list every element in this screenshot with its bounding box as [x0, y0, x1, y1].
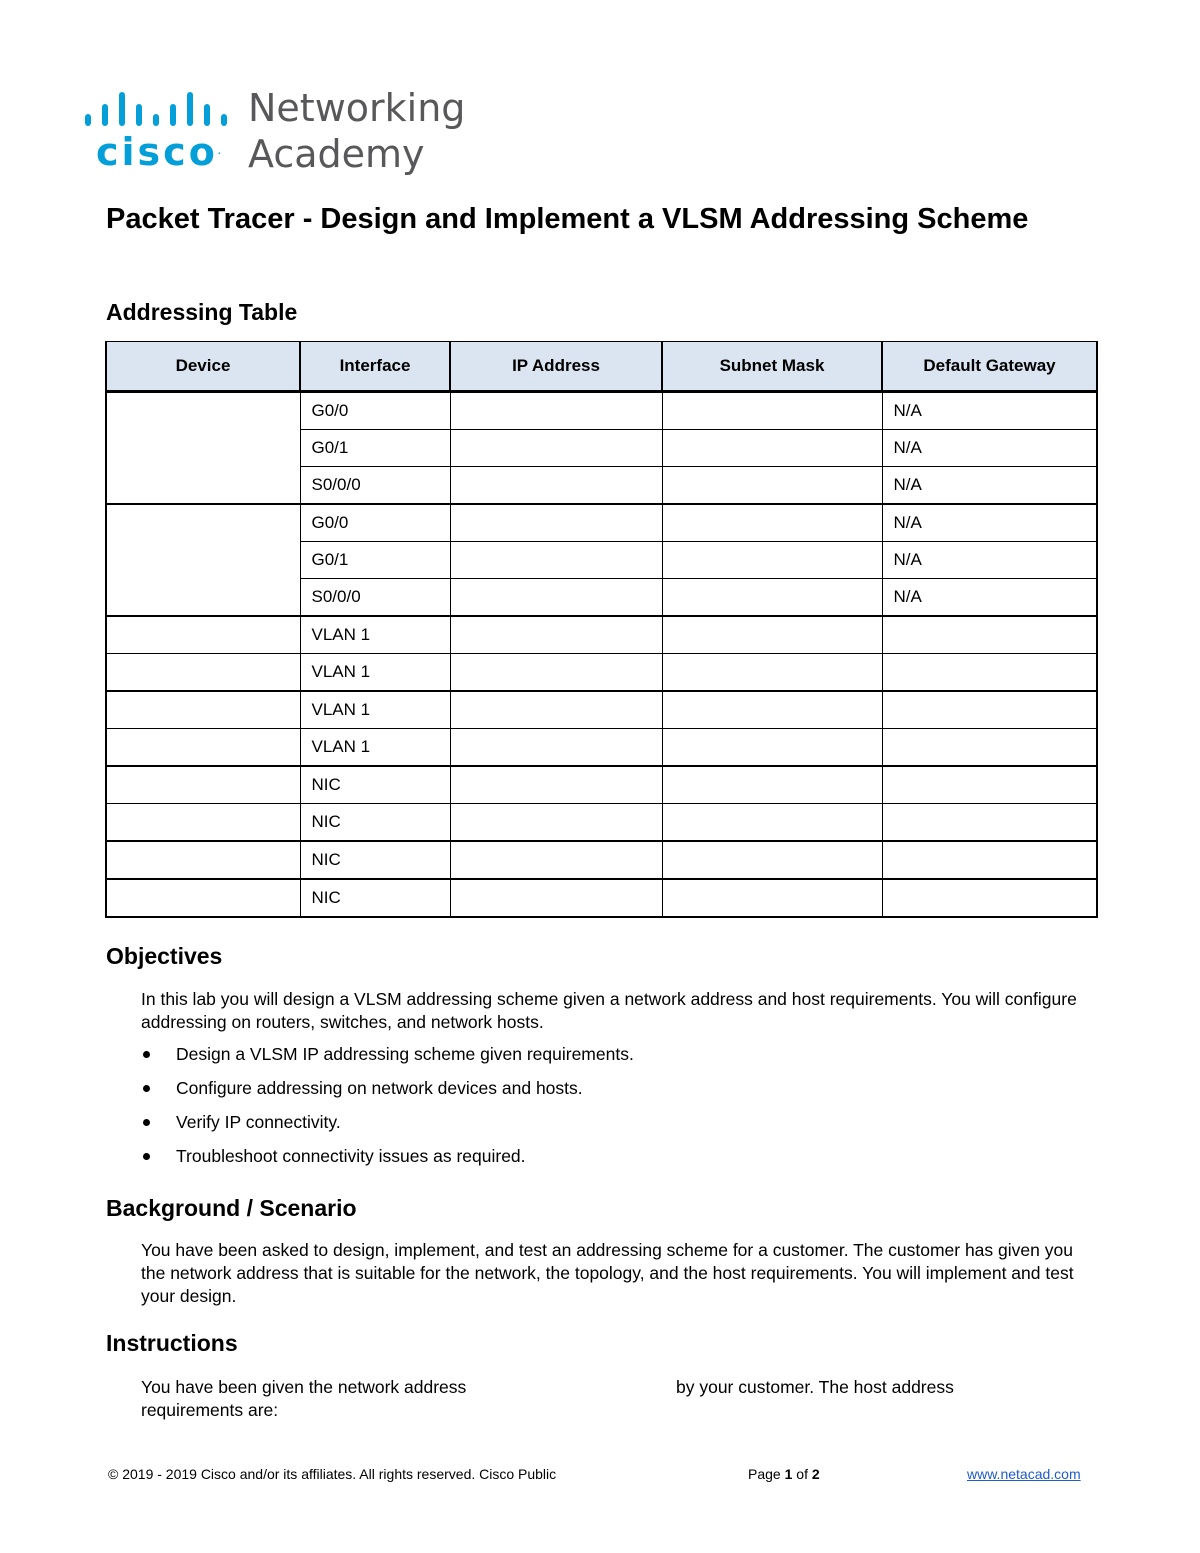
table-row: [106, 879, 1097, 917]
interface-cell: S0/0/0: [300, 579, 450, 617]
device-cell: [106, 392, 300, 505]
page-current: 1: [784, 1466, 793, 1482]
logo-networking: Networking: [248, 86, 466, 130]
default-gateway-cell: [882, 616, 1097, 654]
list-item: Configure addressing on network devices and hosts.: [141, 1077, 634, 1111]
ip-address-cell: [450, 579, 662, 617]
background-heading: Background / Scenario: [106, 1195, 357, 1221]
background-text: You have been asked to design, implement, and test an addressing scheme for a customer. The customer has given you the network address that is suitable for the network, the topology, and the host requirements. You will implement and test your design.: [141, 1240, 1074, 1306]
table-row: [106, 804, 1097, 842]
device-cell: [106, 729, 300, 767]
default-gateway-cell: [882, 804, 1097, 842]
device-cell: [106, 804, 300, 842]
subnet-mask-cell: [662, 467, 882, 505]
interface-cell: NIC: [300, 879, 450, 917]
subnet-mask-cell: [662, 430, 882, 467]
page-prefix: Page: [748, 1466, 785, 1482]
default-gateway-cell: N/A: [882, 542, 1097, 579]
footer-netacad-link[interactable]: www.netacad.com: [967, 1466, 1081, 1482]
interface-cell: VLAN 1: [300, 654, 450, 692]
device-cell: [106, 841, 300, 879]
device-cell: [106, 654, 300, 692]
list-item: Design a VLSM IP addressing scheme given requirements.: [141, 1043, 634, 1077]
default-gateway-cell: N/A: [882, 430, 1097, 467]
table-row: [106, 766, 1097, 804]
interface-cell: G0/0: [300, 392, 450, 430]
device-cell: [106, 504, 300, 616]
objectives-intro: In this lab you will design a VLSM addressing scheme given a network address and host requirements. You will configure addressing on routers, switches, and network hosts.: [141, 989, 1077, 1032]
interface-cell: VLAN 1: [300, 729, 450, 767]
table-row: [106, 654, 1097, 692]
ip-address-cell: [450, 804, 662, 842]
ip-address-cell: [450, 654, 662, 692]
logo-academy: Academy: [248, 132, 425, 176]
interface-cell: NIC: [300, 766, 450, 804]
table-row: [106, 841, 1097, 879]
ip-address-cell: [450, 392, 662, 430]
addressing-table-heading: Addressing Table: [106, 299, 298, 325]
instructions-text-part1: You have been given the network address: [141, 1377, 467, 1397]
interface-cell: G0/1: [300, 430, 450, 467]
ip-address-cell: [450, 729, 662, 767]
ip-address-cell: [450, 766, 662, 804]
subnet-mask-cell: [662, 654, 882, 692]
table-row: [106, 504, 1097, 542]
subnet-mask-cell: [662, 504, 882, 542]
default-gateway-cell: [882, 879, 1097, 917]
interface-cell: VLAN 1: [300, 691, 450, 729]
subnet-mask-cell: [662, 691, 882, 729]
default-gateway-cell: [882, 766, 1097, 804]
cisco-bars-icon: [85, 90, 235, 126]
ip-address-cell: [450, 691, 662, 729]
interface-cell: NIC: [300, 804, 450, 842]
table-row: [106, 616, 1097, 654]
ip-address-cell: [450, 841, 662, 879]
page-total: 2: [811, 1466, 820, 1482]
ip-address-cell: [450, 542, 662, 579]
page-mid: of: [792, 1466, 812, 1482]
objectives-heading: Objectives: [106, 943, 223, 969]
subnet-mask-cell: [662, 729, 882, 767]
column-header-device: Device: [106, 342, 300, 392]
subnet-mask-cell: [662, 804, 882, 842]
subnet-mask-cell: [662, 616, 882, 654]
column-header-subnet-mask: Subnet Mask: [662, 342, 882, 392]
table-header-row: [106, 342, 1097, 392]
subnet-mask-cell: [662, 392, 882, 430]
list-item: Troubleshoot connectivity issues as required.: [141, 1145, 634, 1179]
default-gateway-cell: [882, 729, 1097, 767]
objectives-list: [141, 1043, 634, 1179]
device-cell: [106, 691, 300, 729]
column-header-default-gateway: Default Gateway: [882, 342, 1097, 392]
default-gateway-cell: [882, 841, 1097, 879]
interface-cell: S0/0/0: [300, 467, 450, 505]
instructions-text-part2: by your customer. The host address: [676, 1377, 954, 1397]
default-gateway-cell: N/A: [882, 392, 1097, 430]
interface-cell: G0/1: [300, 542, 450, 579]
default-gateway-cell: [882, 654, 1097, 692]
subnet-mask-cell: [662, 579, 882, 617]
ip-address-cell: [450, 467, 662, 505]
device-cell: [106, 616, 300, 654]
default-gateway-cell: N/A: [882, 579, 1097, 617]
interface-cell: NIC: [300, 841, 450, 879]
page-title: Packet Tracer - Design and Implement a VLSM Addressing Scheme: [106, 203, 1029, 235]
interface-cell: VLAN 1: [300, 616, 450, 654]
column-header-ip-address: IP Address: [450, 342, 662, 392]
ip-address-cell: [450, 879, 662, 917]
table-row: [106, 691, 1097, 729]
default-gateway-cell: N/A: [882, 504, 1097, 542]
device-cell: [106, 766, 300, 804]
addressing-table: [105, 341, 1098, 918]
cisco-wordmark: cisco.: [96, 130, 221, 174]
table-row: [106, 392, 1097, 430]
subnet-mask-cell: [662, 841, 882, 879]
default-gateway-cell: [882, 691, 1097, 729]
ip-address-cell: [450, 616, 662, 654]
table-row: [106, 729, 1097, 767]
subnet-mask-cell: [662, 542, 882, 579]
instructions-text-part3: requirements are:: [141, 1400, 279, 1420]
default-gateway-cell: N/A: [882, 467, 1097, 505]
subnet-mask-cell: [662, 766, 882, 804]
cisco-networking-academy-logo: [82, 88, 482, 180]
instructions-heading: Instructions: [106, 1330, 238, 1356]
device-cell: [106, 879, 300, 917]
footer-page-number: [748, 1465, 820, 1483]
ip-address-cell: [450, 504, 662, 542]
subnet-mask-cell: [662, 879, 882, 917]
column-header-interface: Interface: [300, 342, 450, 392]
list-item: Verify IP connectivity.: [141, 1111, 634, 1145]
ip-address-cell: [450, 430, 662, 467]
footer-copyright: © 2019 - 2019 Cisco and/or its affiliates. All rights reserved. Cisco Public: [108, 1466, 557, 1482]
interface-cell: G0/0: [300, 504, 450, 542]
